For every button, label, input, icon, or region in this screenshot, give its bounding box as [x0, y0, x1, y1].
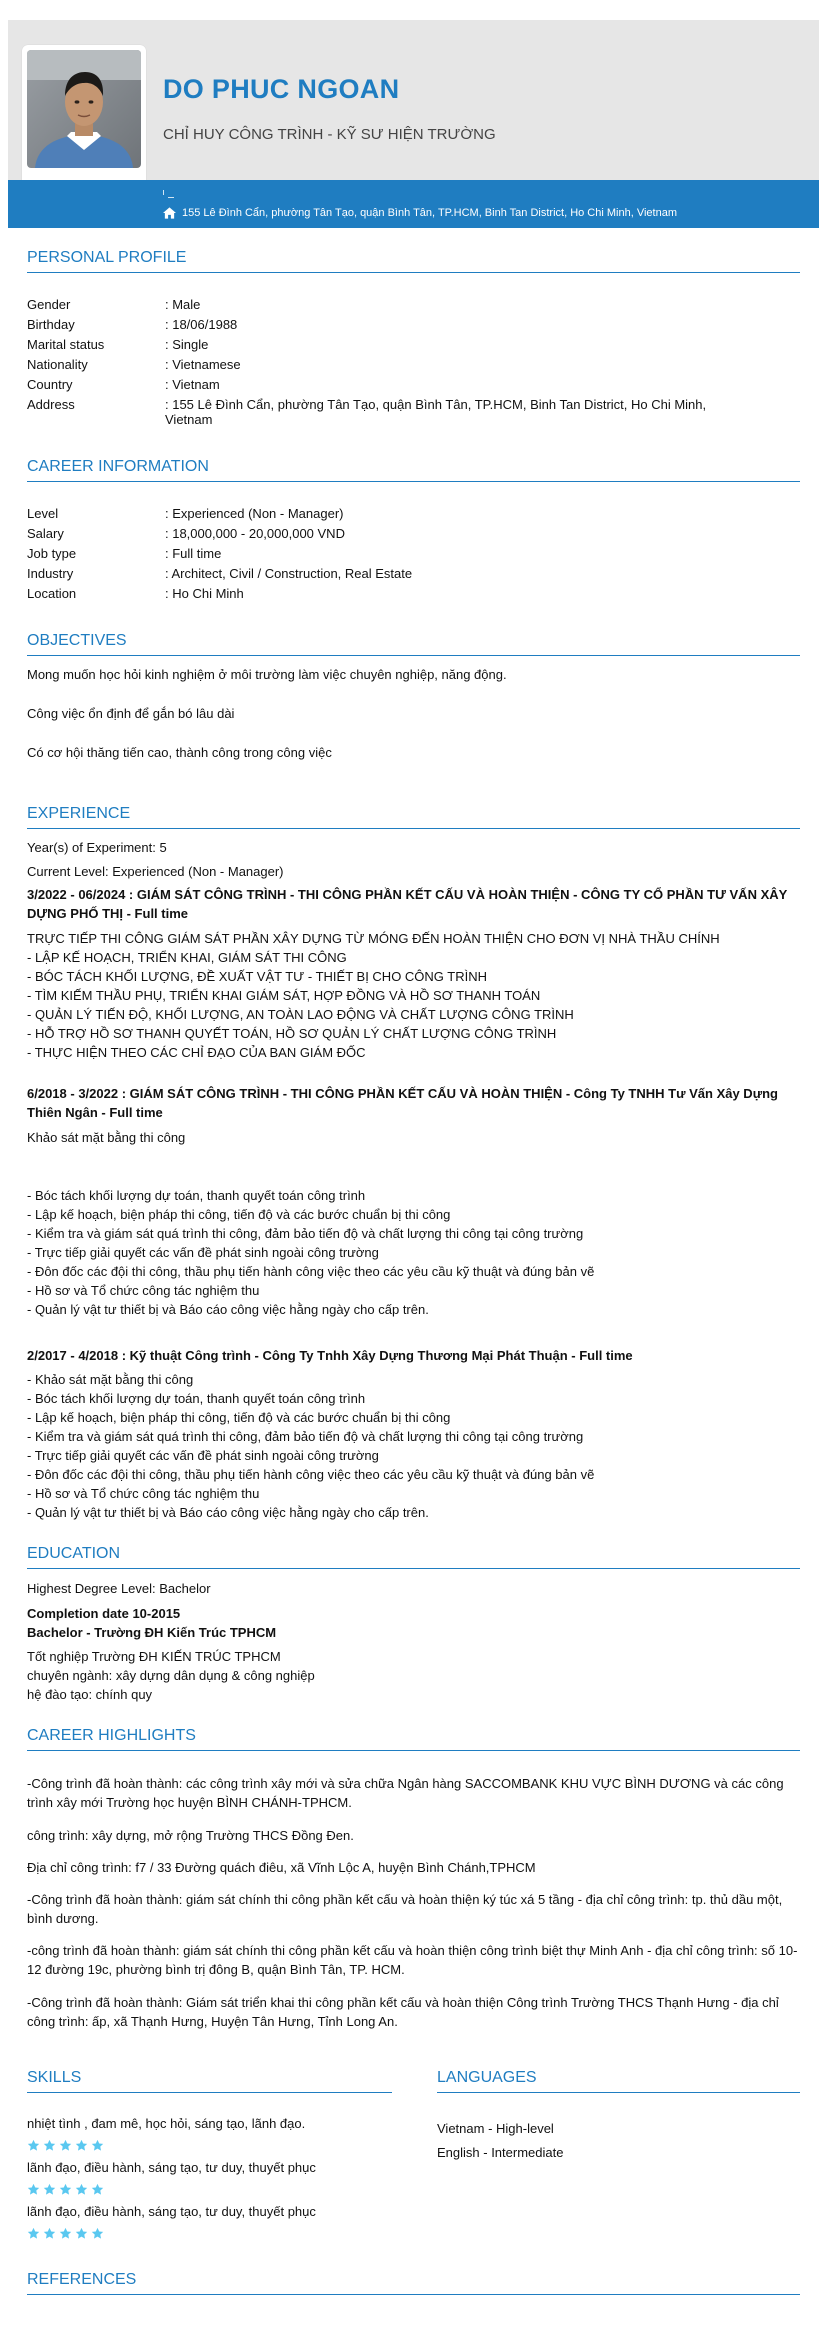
job-line: - TÌM KIẾM THẦU PHỤ, TRIỂN KHAI GIÁM SÁT, HỢP ĐỒNG VÀ HỒ SƠ THANH TOÁN: [27, 988, 541, 1003]
highlight-item: -công trình đã hoàn thành: giám sát chính thi công phần kết cấu và hoàn thiện công trình biệt thự Minh Anh - địa chỉ công trình: số 10-12 đường 19c, phường bình trị đông B, quận Bình Tân, TP. HCM.: [27, 1943, 798, 1977]
star-icon: [59, 2139, 72, 2152]
job-line: - Lập kế hoạch, biện pháp thi công, tiến độ và các bước chuẩn bị thi công: [27, 1207, 451, 1222]
skill-rating: [27, 2227, 104, 2240]
section-title-references: REFERENCES: [27, 2271, 137, 2288]
job-line: - Bóc tách khối lượng dự toán, thanh quyết toán công trình: [27, 1188, 366, 1203]
star-icon: [91, 2139, 104, 2152]
section-title-experience: EXPERIENCE: [27, 805, 131, 822]
job-intro: Khảo sát mặt bằng thi công: [27, 1130, 186, 1145]
section-divider: [437, 2092, 800, 2093]
star-icon: [75, 2183, 88, 2196]
avatar: [22, 45, 146, 193]
language-item: English - Intermediate: [437, 2145, 564, 2160]
star-icon: [43, 2183, 56, 2196]
section-title-languages: LANGUAGES: [437, 2069, 537, 2086]
job-line: - Kiểm tra và giám sát quá trình thi công, đảm bảo tiến độ và chất lượng thi công tại công trường: [27, 1429, 584, 1444]
section-title-career-information: CAREER INFORMATION: [27, 458, 209, 475]
section-title-skills: SKILLS: [27, 2069, 82, 2086]
profile-photo: [27, 50, 141, 168]
job-line: - THỰC HIỆN THEO CÁC CHỈ ĐẠO CỦA BAN GIÁM ĐỐC: [27, 1045, 366, 1060]
skill-rating: [27, 2139, 104, 2152]
objective-item: Công việc ổn định để gắn bó lâu dài: [27, 706, 235, 721]
decorative-dash: [168, 197, 174, 198]
star-icon: [59, 2183, 72, 2196]
section-divider: [27, 655, 800, 656]
career-row-industry: Industry : Architect, Civil / Construction, Real Estate: [27, 566, 413, 581]
education-completion-date: Completion date 10-2015: [27, 1606, 181, 1621]
education-line: chuyên ngành: xây dựng dân dụng & công nghiệp: [27, 1668, 315, 1683]
star-icon: [75, 2227, 88, 2240]
home-icon: [163, 207, 176, 219]
job-line: - LẬP KẾ HOẠCH, TRIỂN KHAI, GIÁM SÁT THI CÔNG: [27, 950, 347, 965]
section-divider: [27, 828, 800, 829]
education-degree: Bachelor - Trường ĐH Kiến Trúc TPHCM: [27, 1625, 277, 1640]
job-line: - QUẢN LÝ TIẾN ĐỘ, KHỐI LƯỢNG, AN TOÀN LAO ĐỘNG VÀ CHẤT LƯỢNG CÔNG TRÌNH: [27, 1007, 574, 1022]
job-description: [27, 1370, 802, 1522]
decorative-tick: [163, 190, 164, 195]
highlight-item: Địa chỉ công trình: f7 / 33 Đường quách điêu, xã Vĩnh Lộc A, huyện Bình Chánh,TPHCM: [27, 1860, 536, 1875]
profile-row-birthday: Birthday : 18/06/1988: [27, 317, 238, 332]
star-icon: [27, 2227, 40, 2240]
job-description: [27, 929, 802, 1062]
education-line: hệ đào tạo: chính quy: [27, 1687, 153, 1702]
skill-rating: [27, 2183, 104, 2196]
objective-item: Có cơ hội thăng tiến cao, thành công trong công việc: [27, 745, 332, 760]
star-icon: [75, 2139, 88, 2152]
profile-row-country: Country : Vietnam: [27, 377, 220, 392]
section-divider: [27, 481, 800, 482]
job-line: - Khảo sát mặt bằng thi công: [27, 1372, 194, 1387]
experience-years: Year(s) of Experiment: 5: [27, 840, 167, 855]
job-line: - Hồ sơ và Tổ chức công tác nghiệm thu: [27, 1283, 260, 1298]
section-divider: [27, 2092, 392, 2093]
section-divider: [27, 1568, 800, 1569]
language-item: Vietnam - High-level: [437, 2121, 554, 2136]
job-line: TRỰC TIẾP THI CÔNG GIÁM SÁT PHẦN XÂY DỰNG TỪ MÓNG ĐẾN HOÀN THIỆN CHO ĐƠN VỊ NHÀ THẦU CHÍNH: [27, 931, 720, 946]
profile-row-gender: Gender : Male: [27, 297, 201, 312]
objective-item: Mong muốn học hỏi kinh nghiệm ở môi trường làm việc chuyên nghiệp, năng động.: [27, 667, 507, 682]
star-icon: [91, 2227, 104, 2240]
star-icon: [59, 2227, 72, 2240]
job-line: - Lập kế hoạch, biện pháp thi công, tiến độ và các bước chuẩn bị thi công: [27, 1410, 451, 1425]
profile-row-address: Address : 155 Lê Đình Cẩn, phường Tân Tạo, quận Bình Tân, TP.HCM, Binh Tan District, Ho Chi Minh, Vietnam: [27, 397, 707, 427]
highlight-item: -Công trình đã hoàn thành: giám sát chính thi công phần kết cấu và hoàn thiện ký túc xá 5 tầng - địa chỉ công trình: tp. thủ dầu một, bình dương.: [27, 1892, 783, 1926]
highlight-item: công trình: xây dựng, mở rộng Trường THCS Đồng Đen.: [27, 1828, 354, 1843]
job-line: - Đôn đốc các đội thi công, thầu phụ tiến hành công việc theo các yêu cầu kỹ thuật và đúng bản vẽ: [27, 1264, 595, 1279]
section-divider: [27, 1750, 800, 1751]
job-title: 2/2017 - 4/2018 : Kỹ thuật Công trình - Công Ty Tnhh Xây Dựng Thương Mại Phát Thuận - Full time: [27, 1348, 633, 1363]
job-title: 3/2022 - 06/2024 : GIÁM SÁT CÔNG TRÌNH - THI CÔNG PHẦN KẾT CẤU VÀ HOÀN THIỆN - CÔNG TY CỔ PHẦN TƯ VẤN XÂY DỰNG PHỐ THỊ - Full time: [27, 887, 788, 921]
section-title-education: EDUCATION: [27, 1545, 121, 1562]
career-row-level: Level : Experienced (Non - Manager): [27, 506, 344, 521]
career-row-location: Location : Ho Chi Minh: [27, 586, 244, 601]
profile-row-marital-status: Marital status : Single: [27, 337, 209, 352]
education-details: [27, 1647, 802, 1704]
section-title-personal-profile: PERSONAL PROFILE: [27, 249, 187, 266]
job-line: - Đôn đốc các đội thi công, thầu phụ tiến hành công việc theo các yêu cầu kỹ thuật và đúng bản vẽ: [27, 1467, 595, 1482]
star-icon: [27, 2183, 40, 2196]
job-line: - Quản lý vật tư thiết bị và Báo cáo công việc hằng ngày cho cấp trên.: [27, 1302, 429, 1317]
experience-current-level: Current Level: Experienced (Non - Manager): [27, 864, 284, 879]
job-line: - Kiểm tra và giám sát quá trình thi công, đảm bảo tiến độ và chất lượng thi công tại công trường: [27, 1226, 584, 1241]
job-line: - Bóc tách khối lượng dự toán, thanh quyết toán công trình: [27, 1391, 366, 1406]
candidate-name: DO PHUC NGOAN: [163, 74, 400, 104]
header-address-text: 155 Lê Đình Cẩn, phường Tân Tạo, quận Bình Tân, TP.HCM, Binh Tan District, Ho Chi Minh, Vietnam: [182, 207, 677, 219]
job-title: 6/2018 - 3/2022 : GIÁM SÁT CÔNG TRÌNH - THI CÔNG PHẦN KẾT CẤU VÀ HOÀN THIỆN - Công Ty TNHH Tư Vấn Xây Dựng Thiên Ngân - Full time: [27, 1086, 778, 1120]
education-line: Tốt nghiệp Trường ĐH KIẾN TRÚC TPHCM: [27, 1649, 281, 1664]
career-row-salary: Salary : 18,000,000 - 20,000,000 VND: [27, 526, 345, 541]
job-line: - Quản lý vật tư thiết bị và Báo cáo công việc hằng ngày cho cấp trên.: [27, 1505, 429, 1520]
job-line: - Trực tiếp giải quyết các vấn đề phát sinh ngoài công trường: [27, 1448, 379, 1463]
candidate-job-title: CHỈ HUY CÔNG TRÌNH - KỸ SƯ HIỆN TRƯỜNG: [163, 126, 496, 143]
highlight-item: -Công trình đã hoàn thành: Giám sát triển khai thi công phần kết cấu và hoàn thiện Công trình Trường THCS Thạnh Hưng - địa chỉ công trình: ấp, xã Thạnh Hưng, Huyện Tân Hưng, Tỉnh Long An.: [27, 1995, 779, 2029]
profile-row-nationality: Nationality : Vietnamese: [27, 357, 241, 372]
career-row-job-type: Job type : Full time: [27, 546, 222, 561]
section-title-career-highlights: CAREER HIGHLIGHTS: [27, 1727, 196, 1744]
section-title-objectives: OBJECTIVES: [27, 632, 127, 649]
skill-label: lãnh đạo, điều hành, sáng tạo, tư duy, thuyết phục: [27, 2160, 316, 2175]
job-line: - Hồ sơ và Tổ chức công tác nghiệm thu: [27, 1486, 260, 1501]
section-divider: [27, 272, 800, 273]
star-icon: [43, 2139, 56, 2152]
skill-label: lãnh đạo, điều hành, sáng tạo, tư duy, thuyết phục: [27, 2204, 316, 2219]
header-address-bar: [8, 180, 819, 228]
job-line: - BÓC TÁCH KHỐI LƯỢNG, ĐỀ XUẤT VẬT TƯ - THIẾT BỊ CHO CÔNG TRÌNH: [27, 969, 488, 984]
education-highest-degree: Highest Degree Level: Bachelor: [27, 1581, 211, 1596]
job-description: [27, 1186, 802, 1319]
section-divider: [27, 2294, 800, 2295]
star-icon: [43, 2227, 56, 2240]
star-icon: [27, 2139, 40, 2152]
job-line: - HỖ TRỢ HỒ SƠ THANH QUYẾT TOÁN, HỒ SƠ QUẢN LÝ CHẤT LƯỢNG CÔNG TRÌNH: [27, 1026, 557, 1041]
skill-label: nhiệt tình , đam mê, học hỏi, sáng tạo, lãnh đạo.: [27, 2116, 306, 2131]
highlight-item: -Công trình đã hoàn thành: các công trình xây mới và sửa chữa Ngân hàng SACCOMBANK KHU VỰC BÌNH DƯƠNG và các công trình xây mới Trường học huyện BÌNH CHÁNH-TPHCM.: [27, 1776, 784, 1810]
star-icon: [91, 2183, 104, 2196]
header-address: [163, 207, 677, 219]
job-line: - Trực tiếp giải quyết các vấn đề phát sinh ngoài công trường: [27, 1245, 379, 1260]
